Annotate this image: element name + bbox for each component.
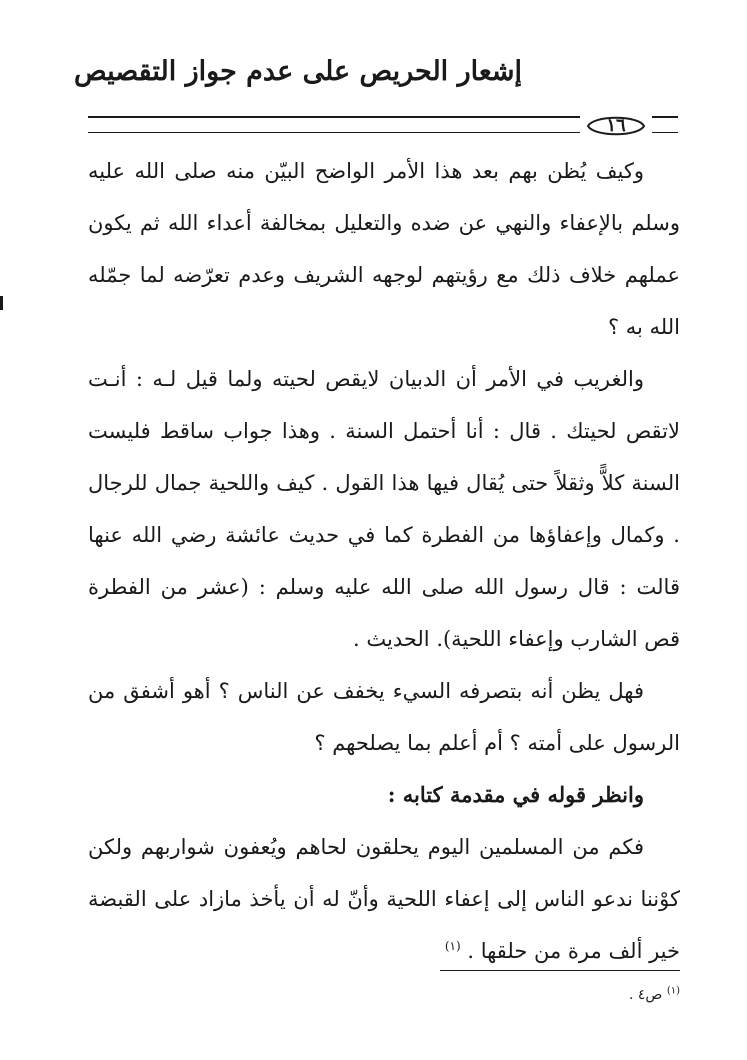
footnote	[88, 984, 680, 1006]
paragraph-1: وكيف يُظن بهم بعد هذا الأمر الواضح البيّن منه صلى الله عليه وسلم بالإعفاء والنهي عن ضده والتعليل بمخالفة أعداء الله ثم يكون عملهم خلاف ذلك مع رؤيتهم لوجهه الشريف وعدم تعرّضه لما جمّله الله به ؟	[88, 159, 680, 339]
page-number: ١٦	[606, 115, 626, 136]
footnote-reference: (١)	[444, 939, 461, 953]
running-header-title: إشعار الحريص على عدم جواز التقصيص	[74, 56, 522, 87]
footnote-separator	[440, 970, 680, 971]
paragraph-4	[88, 821, 680, 977]
page-edge-mark	[0, 296, 3, 310]
footnote-text: ص٤ .	[628, 987, 663, 1003]
section-heading: وانظر قوله في مقدمة كتابه :	[387, 782, 644, 807]
paragraph-2: والغريب في الأمر أن الدبيان لايقص لحيته ولما قيل لـه : أنـت لاتقص لحيتك . قال : أنا أحتمل السنة . وهذا جواب ساقط فليست السنة كلاًّ وثقلاً حتى يُقال فيها هذا القول . كيف واللحية جمال للرجال . وكمال وإعفاؤها من الفطرة كما في حديث عائشة رضي الله عنها قالت : قال رسول الله صلى الله عليه وسلم : (عشر من الفطرة قص الشارب وإعفاء اللحية). الحديث .	[88, 367, 680, 651]
footnote-marker: (١)	[666, 985, 680, 997]
paragraph-3: فهل يظن أنه بتصرفه السيء يخفف عن الناس ؟ أهو أشفق من الرسول على أمته ؟ أم أعلم بما يصلحهم ؟	[88, 679, 680, 755]
body-text	[88, 145, 680, 977]
paragraph-4-text: فكم من المسلمين اليوم يحلقون لحاهم ويُعفون شواربهم ولكن كوْننا ندعو الناس إلى إعفاء اللحية وأنّ له أن يأخذ مازاد على القبضة خير ألف مرة من حلقها .	[88, 835, 680, 963]
